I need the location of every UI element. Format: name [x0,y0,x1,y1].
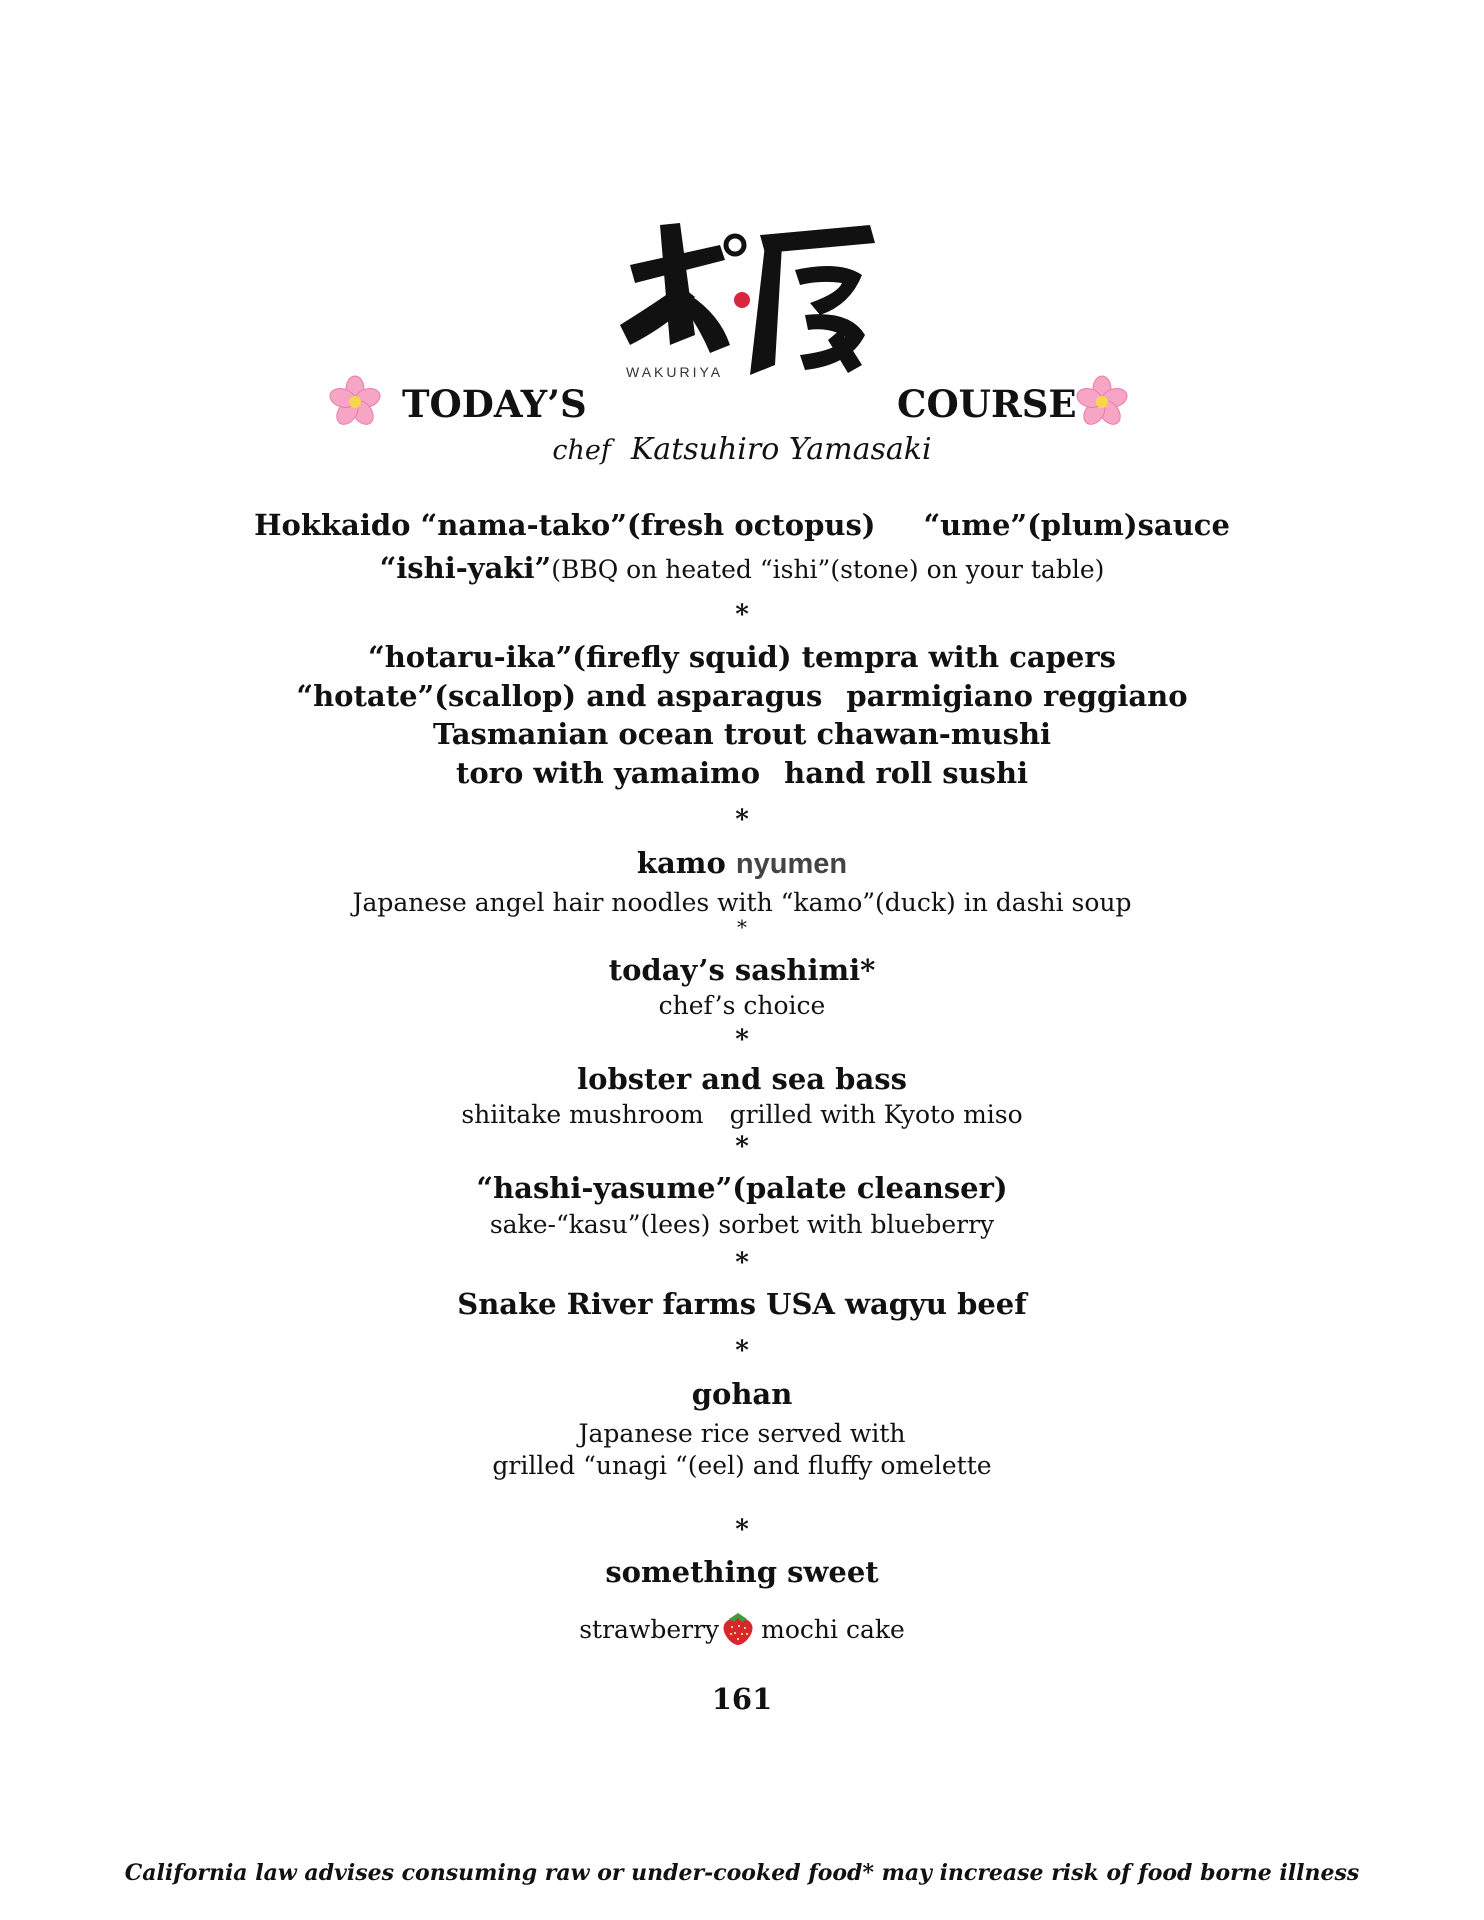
course-2-toro: toro with yamaimo [455,756,761,790]
course-8-desc-2: grilled “unagi “(eel) and fluffy omelette [492,1451,992,1480]
course-2-parmigiano: parmigiano reggiano [846,679,1188,713]
course-9-desc [0,1610,1484,1646]
course-1-line-2 [0,551,1484,585]
course-1-desc: (BBQ on heated “ishi”(stone) on your table) [551,555,1105,584]
course-5-desc-a: shiitake mushroom [461,1100,704,1129]
course-2-line-2 [0,679,1484,713]
course-1-sauce: “ume”(plum)sauce [923,508,1230,542]
course-4-desc: chef’s choice [658,991,826,1020]
separator: * [735,805,749,835]
logo-text: WAKURIYA [626,364,724,380]
course-2-hand-roll: hand roll sushi [784,756,1029,790]
course-1-dish: Hokkaido “nama-tako”(fresh octopus) [254,508,876,542]
separator: * [735,1515,749,1545]
separator: * [735,600,749,630]
course-2-line-3: Tasmanian ocean trout chawan-mushi [432,717,1052,751]
course-3-title [0,846,1484,881]
wakuriya-logo [600,205,890,380]
chef-line [0,432,1484,467]
course-8-desc-1: Japanese rice served with [578,1419,906,1448]
cherry-blossom-icon [1074,374,1130,430]
course-2-scallop: “hotate”(scallop) and asparagus [296,679,823,713]
separator: * [737,915,747,939]
footer-disclaimer: California law advises consuming raw or under-cooked food* may increase risk of food borne illness [124,1860,1360,1886]
chef-label: chef [552,435,611,466]
course-9-desc-b: mochi cake [761,1615,905,1644]
course-9-desc-a: strawberry [579,1615,720,1644]
chef-name: Katsuhiro Yamasaki [630,432,932,467]
course-5-desc [0,1100,1484,1129]
strawberry-icon [721,1610,755,1646]
course-6-title: “hashi-yasume”(palate cleanser) [476,1171,1008,1205]
course-3-desc: Japanese angel hair noodles with “kamo”(duck) in dashi soup [352,888,1132,917]
title-right: COURSE [897,382,1077,426]
course-2-line-1: “hotaru-ika”(firefly squid) tempra with capers [368,640,1116,674]
course-6-desc: sake-“kasu”(lees) sorbet with blueberry [489,1210,995,1239]
course-8-title: gohan [691,1377,793,1411]
course-1-ishi-yaki: “ishi-yaki” [379,551,552,585]
page-number: 161 [711,1682,773,1716]
title-left: TODAY’S [402,382,587,426]
cherry-blossom-icon [327,374,383,430]
separator: * [735,1248,749,1278]
separator: * [735,1025,749,1055]
course-4-title: today’s sashimi* [608,953,876,987]
course-3-title-a: kamo [636,846,726,880]
course-7-title: Snake River farms USA wagyu beef [457,1287,1027,1321]
course-5-desc-b: grilled with Kyoto miso [729,1100,1023,1129]
separator: * [735,1336,749,1366]
course-1-line-1 [0,508,1484,542]
course-5-title: lobster and sea bass [577,1062,907,1096]
course-9-title: something sweet [605,1555,879,1589]
course-2-line-4 [0,756,1484,790]
separator: * [735,1132,749,1162]
course-3-title-b: nyumen [735,848,848,880]
